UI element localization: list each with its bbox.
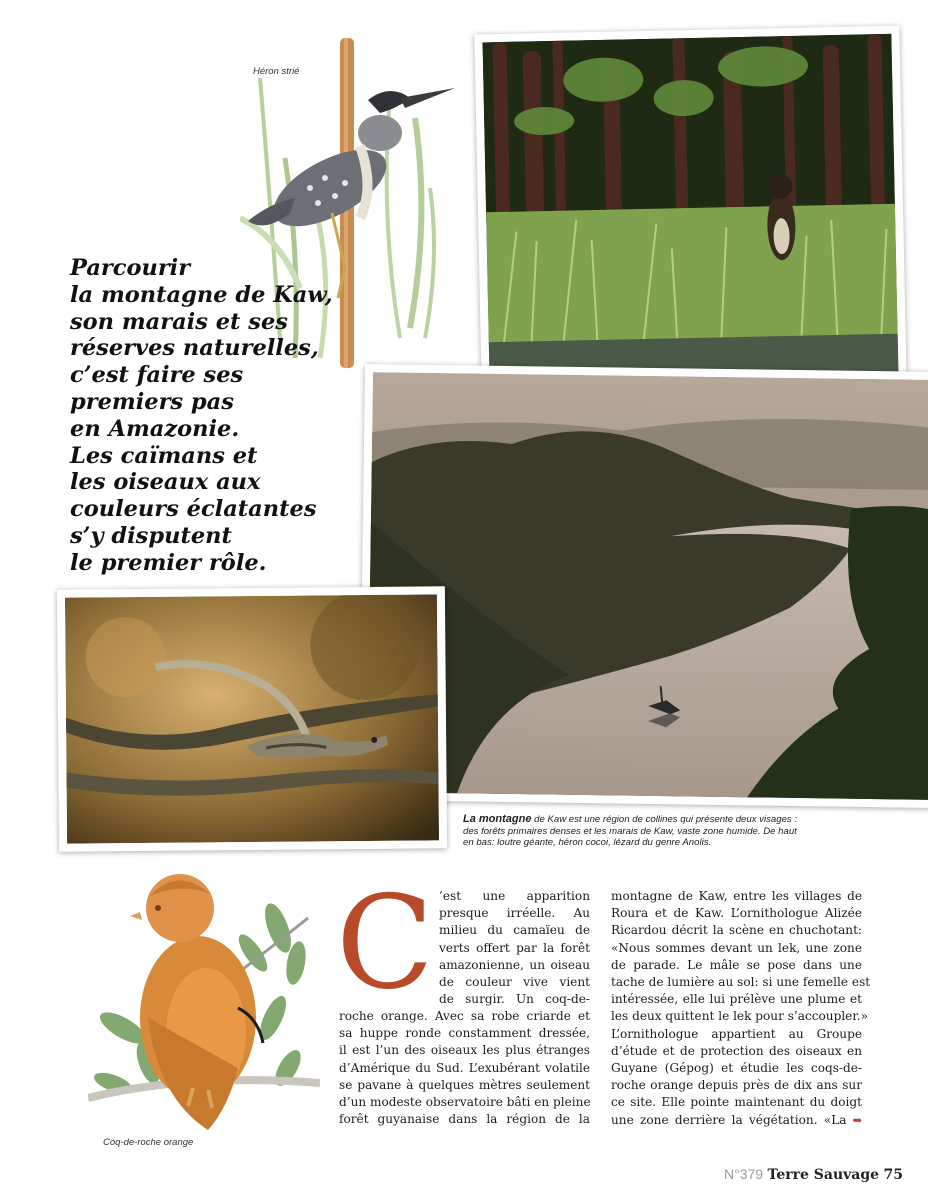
article-line: sa huppe ronde constamment dressée, xyxy=(339,1026,590,1041)
article-column-2 xyxy=(611,888,871,1129)
article-line: roche orange. Avec sa robe criarde et xyxy=(339,1009,590,1023)
photo-caption xyxy=(463,814,808,849)
continue-arrow-icon: ➡ xyxy=(852,1113,862,1127)
article-column-1-bottom xyxy=(339,1008,590,1128)
article-line: forêt guyanaise dans la région de la xyxy=(339,1112,590,1127)
article-line: de surgir. Un coq-de- xyxy=(439,992,590,1007)
lizard-photo xyxy=(57,586,447,851)
article-line: L’ornithologue appartient au Groupe xyxy=(611,1026,862,1041)
article-line: une zone derrière la végétation. «La xyxy=(611,1112,847,1127)
article-line: de parade. Le mâle se pose dans une xyxy=(611,957,862,972)
page-number: 75 xyxy=(883,1167,903,1183)
article-column-1-top xyxy=(439,888,590,1008)
article-line: les deux quittent le lek pour s’accoupler.» xyxy=(611,1009,869,1024)
article-line: intéressée, elle lui prélève une plume et xyxy=(611,992,862,1007)
article-line: amazonienne, un oiseau xyxy=(439,957,590,972)
cock-of-the-rock-illustration xyxy=(88,868,320,1140)
article-line: Ricardou décrit la scène en chuchotant: xyxy=(611,923,862,938)
article-line: «Nous sommes devant un lek, une zone xyxy=(611,940,862,955)
photo-caption-lead: La montagne xyxy=(463,813,532,825)
otter-photo xyxy=(474,26,906,393)
article-line-last xyxy=(611,1112,862,1129)
article-line: se pavane à quelques mètres seulement xyxy=(339,1077,590,1092)
article-line: d’étude et de protection des oiseaux en xyxy=(611,1043,862,1058)
article-line: il est l’un des oiseaux les plus étranges xyxy=(339,1043,590,1058)
article-line: Guyane (Gépog) et étudie les coqs-de- xyxy=(611,1061,862,1076)
article-line: d’Amérique du Sud. L’exubérant volatile xyxy=(339,1060,590,1075)
article-line: ce site. Elle pointe maintenant du doigt xyxy=(611,1095,862,1110)
article-line: milieu du camaïeu de xyxy=(439,923,590,938)
intro-text: Parcourir la montagne de Kaw, son marais et ses réserves naturelles, c’est faire ses premiers pas en Amazonie. Les caïmans et les oiseaux aux couleurs éclatantes s’y disputent le premier rôle. xyxy=(70,255,333,576)
cock-caption: Coq-de-roche orange xyxy=(103,1137,194,1148)
issue-number: N°379 xyxy=(724,1166,764,1182)
article-line: verts offert par la forêt xyxy=(439,940,590,955)
drop-cap: C xyxy=(336,869,434,1018)
heron-caption: Héron strié xyxy=(253,66,300,77)
article-line: roche orange depuis près de dix ans sur xyxy=(611,1078,862,1093)
article-line: ’est une apparition xyxy=(439,889,590,903)
article-line: Roura et de Kaw. L’ornithologue Alizée xyxy=(611,906,862,921)
article-line: presque irréelle. Au xyxy=(439,906,590,921)
article-line: montagne de Kaw, entre les villages de xyxy=(611,889,862,903)
magazine-name: Terre Sauvage xyxy=(767,1167,880,1183)
page-footer xyxy=(724,1166,903,1183)
article-line: tache de lumière au sol: si une femelle est xyxy=(611,975,871,990)
photo-caption-body: de Kaw est une région de collines qui présente deux visages : des forêts primaires denses et les marais de Kaw, vaste zone humide. De haut en bas: loutre géante, héron cocoi, lézard du genre Anolis. xyxy=(463,814,798,849)
article-line: de couleur vive vient xyxy=(439,975,590,990)
article-line: d’un modeste observatoire bâti en pleine xyxy=(339,1095,591,1110)
